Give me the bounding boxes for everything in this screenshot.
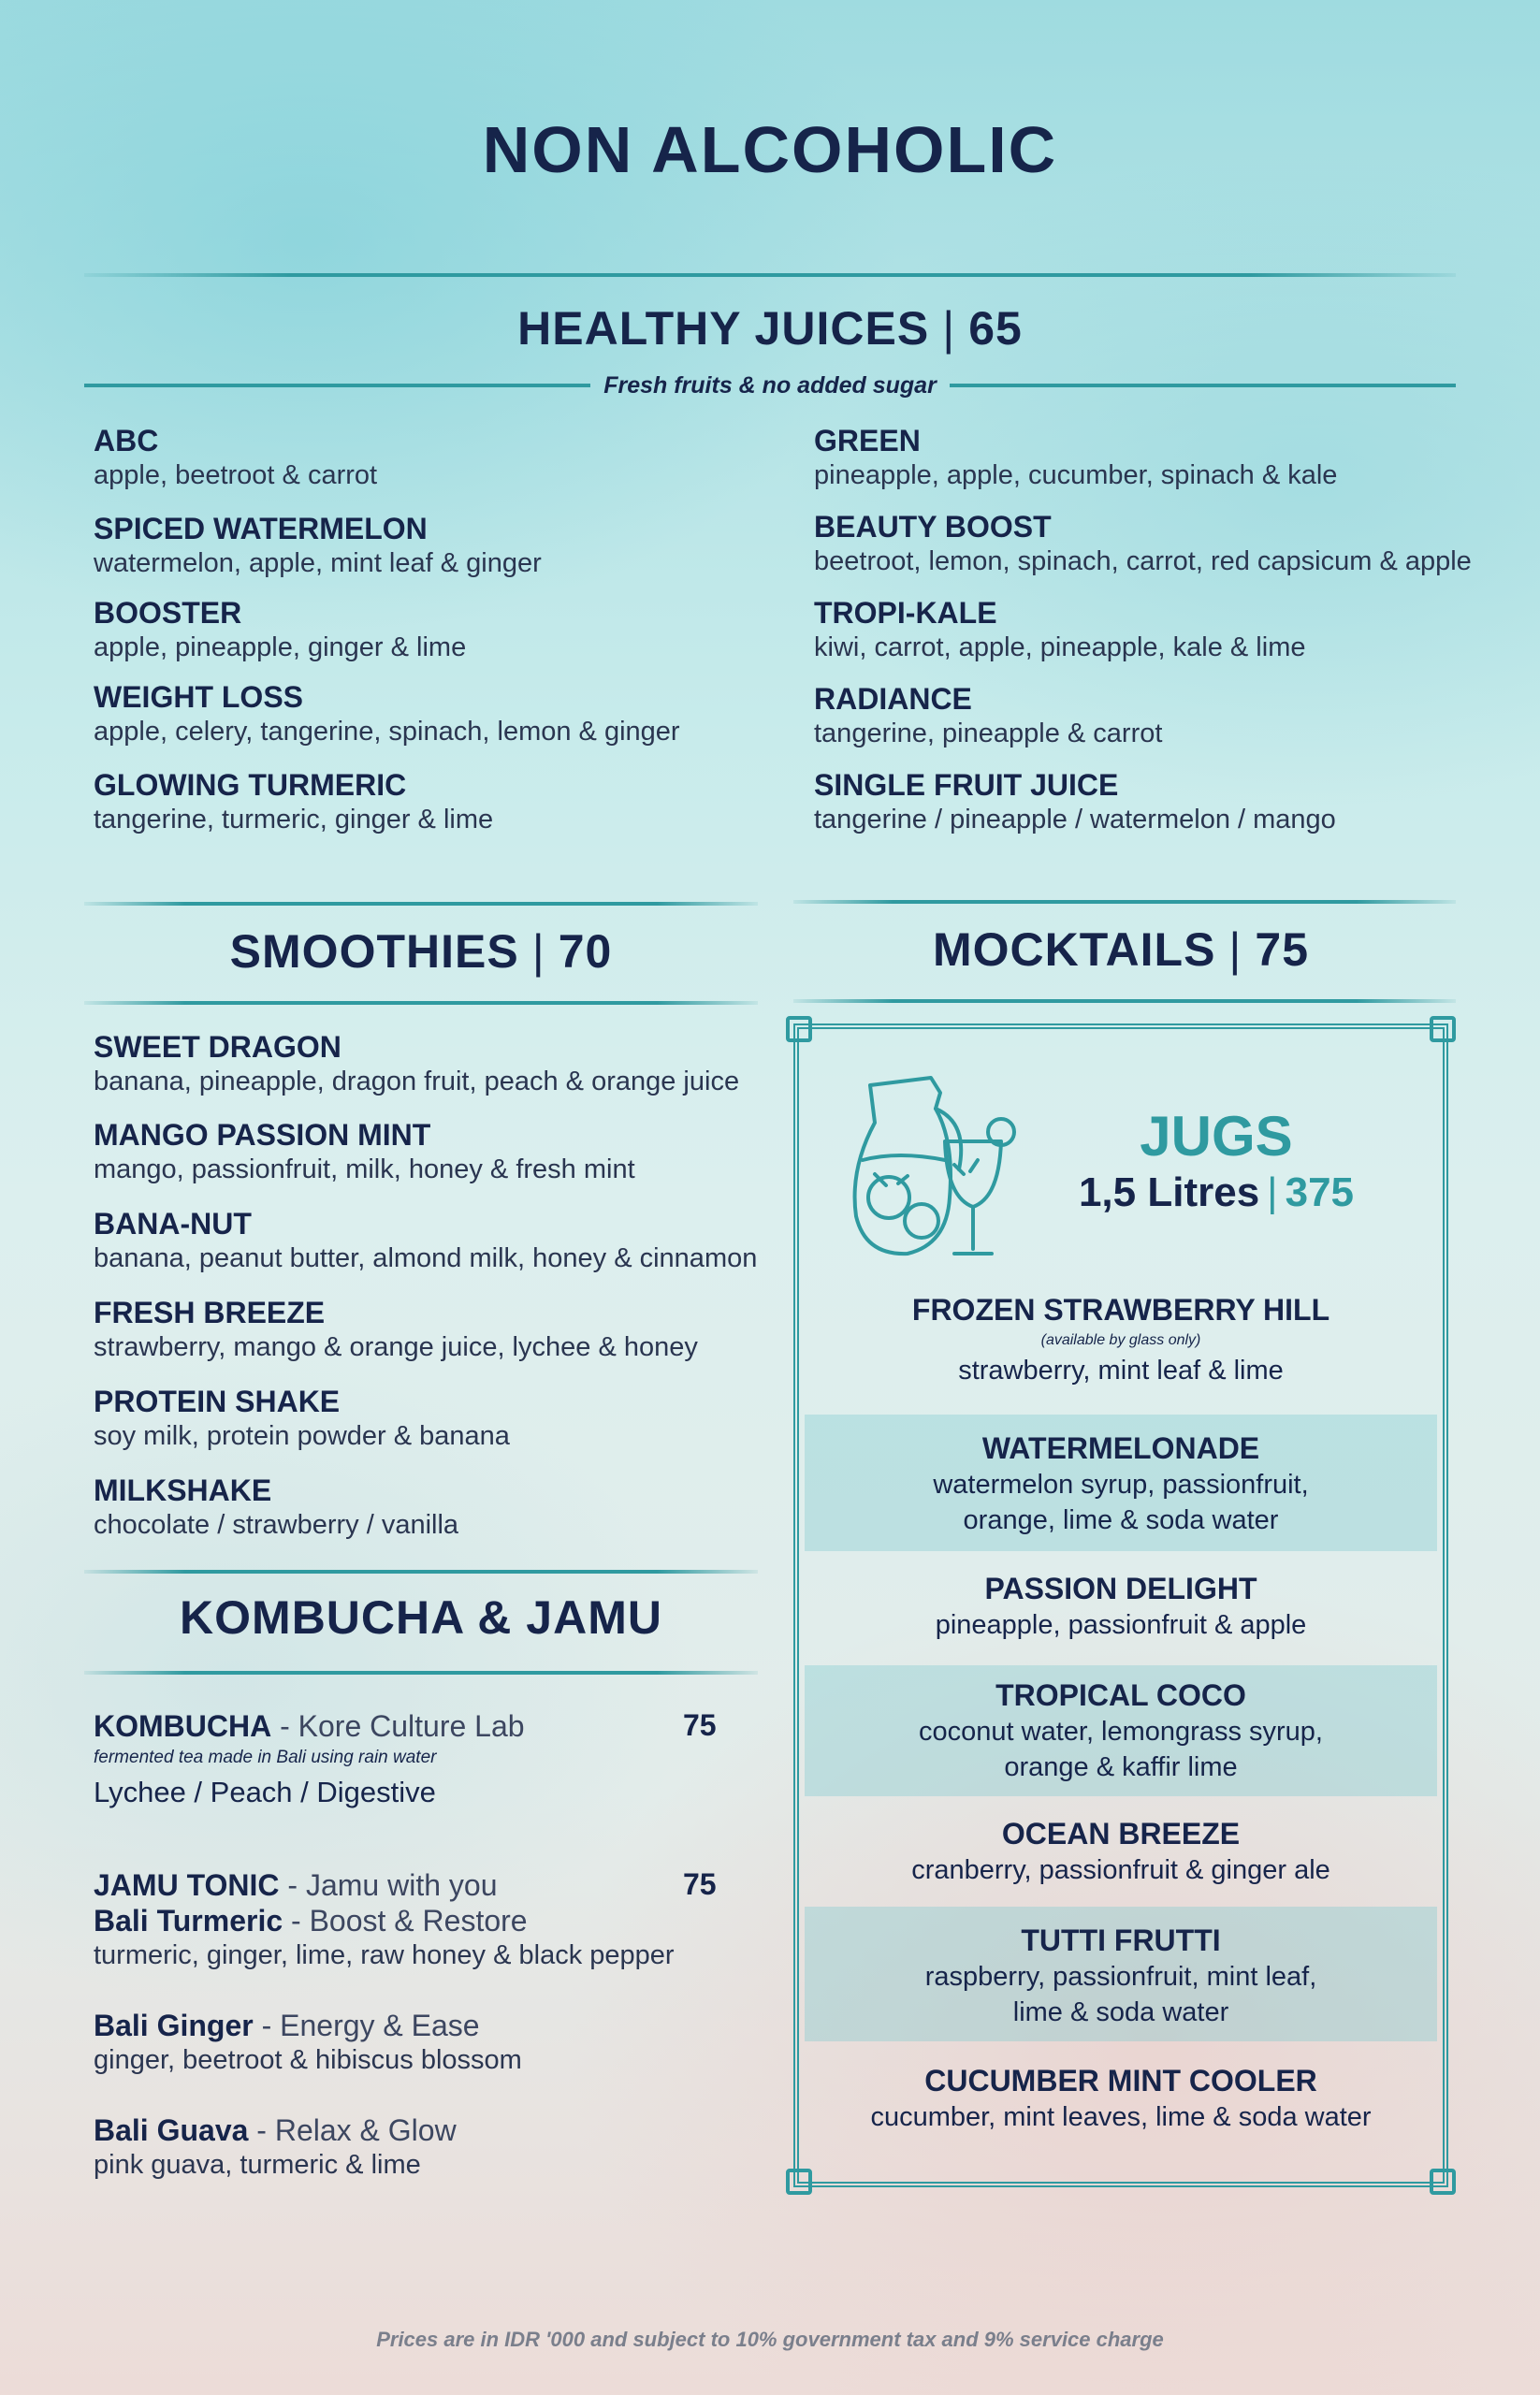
item-tag: - Boost & Restore	[283, 1904, 528, 1938]
item-name: OCEAN BREEZE	[1001, 1817, 1241, 1851]
menu-item	[814, 681, 1162, 750]
item-name: GLOWING TURMERIC	[94, 768, 407, 802]
item-desc: turmeric, ginger, lime, raw honey & black pepper	[94, 1940, 675, 1970]
item-name: RADIANCE	[814, 682, 972, 716]
item-desc: kiwi, carrot, apple, pineapple, kale & lime	[814, 632, 1306, 662]
item-name: PASSION DELIGHT	[984, 1572, 1257, 1605]
item-name: MANGO PASSION MINT	[94, 1118, 431, 1152]
menu-item	[94, 1117, 635, 1186]
mocktail-item	[805, 1291, 1437, 1388]
item-desc: apple, pineapple, ginger & lime	[94, 632, 467, 662]
item-price: 75	[683, 1708, 717, 1742]
jamu-variant	[94, 2112, 457, 2182]
item-tag: - Relax & Glow	[248, 2113, 457, 2147]
footer-note: Prices are in IDR '000 and subject to 10% government tax and 9% service charge	[376, 2328, 1164, 2351]
item-desc: apple, beetroot & carrot	[94, 460, 378, 490]
item-name: GREEN	[814, 424, 921, 457]
item-name-row	[94, 1708, 525, 1744]
item-name-row	[94, 2008, 522, 2043]
frame-corner	[1430, 1016, 1456, 1042]
item-desc: chocolate / strawberry / vanilla	[94, 1510, 459, 1540]
frame-corner	[1430, 2169, 1456, 2195]
kombucha-title: KOMBUCHA & JAMU	[180, 1591, 662, 1644]
juices-tagline-row	[84, 369, 1456, 402]
separator: |	[531, 925, 545, 978]
mocktails-price: 75	[1255, 923, 1310, 976]
menu-item	[94, 1295, 698, 1364]
item-name: PROTEIN SHAKE	[94, 1385, 341, 1418]
menu-item	[814, 595, 1305, 664]
divider	[950, 384, 1456, 387]
divider	[84, 273, 1456, 277]
item-desc: tangerine, turmeric, ginger & lime	[94, 805, 494, 835]
mocktail-item	[805, 2062, 1437, 2135]
menu-item	[814, 423, 1337, 492]
item-desc: coconut water, lemongrass syrup,	[919, 1717, 1323, 1747]
smoothies-heading	[84, 924, 758, 979]
item-desc: strawberry, mint leaf & lime	[958, 1356, 1284, 1386]
menu-item	[814, 767, 1336, 836]
item-name: CUCUMBER MINT COOLER	[924, 2064, 1317, 2097]
item-note: (available by glass only)	[1040, 1332, 1201, 1348]
item-name: KOMBUCHA	[94, 1709, 272, 1743]
item-name: FROZEN STRAWBERRY HILL	[911, 1293, 1330, 1327]
item-brand: - Jamu with you	[279, 1868, 498, 1902]
item-name: Bali Ginger	[94, 2009, 254, 2042]
item-name: ABC	[94, 424, 159, 457]
item-desc: tangerine / pineapple / watermelon / mango	[814, 805, 1336, 835]
juices-heading	[0, 301, 1540, 356]
divider	[793, 900, 1456, 904]
item-note: fermented tea made in Bali using rain water	[94, 1748, 437, 1767]
item-desc: banana, pineapple, dragon fruit, peach & orange juice	[94, 1067, 740, 1096]
item-name: SPICED WATERMELON	[94, 512, 428, 545]
mocktail-item	[805, 1676, 1437, 1785]
item-desc: apple, celery, tangerine, spinach, lemon & ginger	[94, 717, 680, 747]
menu-item	[94, 595, 466, 664]
item-name: JAMU TONIC	[94, 1868, 280, 1902]
divider	[84, 1001, 758, 1005]
item-desc: banana, peanut butter, almond milk, honey & cinnamon	[94, 1243, 758, 1273]
item-desc-2: lime & soda water	[1012, 1997, 1229, 2027]
item-name: TROPICAL COCO	[995, 1678, 1246, 1712]
item-desc: watermelon, apple, mint leaf & ginger	[94, 548, 542, 578]
jugs-size: 1,5 Litres	[1078, 1169, 1260, 1215]
jug-illustration-icon	[842, 1057, 1020, 1272]
item-desc: pineapple, passionfruit & apple	[935, 1610, 1307, 1640]
frame-corner	[786, 2169, 812, 2195]
menu-item	[94, 1473, 458, 1542]
item-name: FRESH BREEZE	[94, 1296, 326, 1329]
jugs-size-row	[1029, 1169, 1403, 1216]
item-name: Bali Turmeric	[94, 1904, 283, 1938]
item-name: Bali Guava	[94, 2113, 249, 2147]
mocktails-heading	[793, 922, 1448, 977]
item-name: TROPI-KALE	[814, 596, 997, 630]
page-title: NON ALCOHOLIC	[482, 113, 1058, 186]
menu-item	[94, 1206, 757, 1275]
item-desc: pink guava, turmeric & lime	[94, 2150, 421, 2180]
item-name: TUTTI FRUTTI	[1021, 1923, 1221, 1957]
item-name-row	[94, 1903, 675, 1938]
item-desc: strawberry, mango & orange juice, lychee & honey	[94, 1332, 698, 1362]
item-price: 75	[683, 1867, 717, 1901]
menu-item	[94, 1029, 739, 1098]
item-name: WEIGHT LOSS	[94, 680, 303, 714]
mocktail-item	[805, 1570, 1437, 1643]
item-desc: tangerine, pineapple & carrot	[814, 718, 1163, 748]
item-desc: mango, passionfruit, milk, honey & fresh mint	[94, 1154, 635, 1184]
menu-item	[94, 1384, 510, 1453]
jamu-variant	[94, 1903, 675, 1972]
menu-item	[94, 767, 493, 836]
item-desc: soy milk, protein powder & banana	[94, 1421, 510, 1451]
mocktail-item	[805, 1815, 1437, 1888]
item-tag: - Energy & Ease	[253, 2009, 480, 2042]
divider	[793, 999, 1456, 1003]
item-desc-2: orange & kaffir lime	[1004, 1752, 1238, 1782]
item-name-row	[94, 2112, 457, 2148]
item-name: SWEET DRAGON	[94, 1030, 341, 1064]
separator: |	[1228, 923, 1242, 976]
item-flavors: Lychee / Peach / Digestive	[94, 1776, 436, 1808]
item-desc: watermelon syrup, passionfruit,	[933, 1470, 1309, 1500]
divider	[84, 1570, 758, 1574]
jamu-variant	[94, 2008, 522, 2077]
smoothies-title: SMOOTHIES	[229, 925, 519, 978]
item-name: BEAUTY BOOST	[814, 510, 1052, 544]
item-name-row	[94, 1867, 498, 1903]
juices-title: HEALTHY JUICES	[517, 302, 930, 355]
separator: |	[1267, 1169, 1278, 1215]
jamu-item	[94, 1867, 498, 1903]
separator: |	[942, 302, 956, 355]
item-name: BANA-NUT	[94, 1207, 252, 1241]
mocktail-item	[805, 1430, 1437, 1538]
kombucha-item	[94, 1708, 525, 1813]
menu-item	[94, 511, 542, 580]
item-name: BOOSTER	[94, 596, 242, 630]
menu-item	[94, 423, 377, 492]
item-desc: beetroot, lemon, spinach, carrot, red capsicum & apple	[814, 546, 1472, 576]
item-desc: cranberry, passionfruit & ginger ale	[911, 1855, 1330, 1885]
divider	[84, 902, 758, 906]
item-name: MILKSHAKE	[94, 1473, 272, 1507]
juices-tagline: Fresh fruits & no added sugar	[603, 371, 937, 399]
mocktail-item	[805, 1922, 1437, 2030]
item-desc: cucumber, mint leaves, lime & soda water	[870, 2102, 1372, 2132]
menu-item	[814, 509, 1472, 578]
divider	[84, 384, 590, 387]
smoothies-price: 70	[558, 925, 613, 978]
frame-corner	[786, 1016, 812, 1042]
item-desc: pineapple, apple, cucumber, spinach & kale	[814, 460, 1338, 490]
mocktails-title: MOCKTAILS	[932, 923, 1216, 976]
item-desc: raspberry, passionfruit, mint leaf,	[924, 1962, 1317, 1992]
item-desc-2: orange, lime & soda water	[963, 1505, 1279, 1535]
item-brand: - Kore Culture Lab	[271, 1709, 525, 1743]
jugs-title: JUGS	[1140, 1105, 1293, 1168]
divider	[84, 1671, 758, 1675]
item-name: SINGLE FRUIT JUICE	[814, 768, 1119, 802]
item-name: WATERMELONADE	[981, 1431, 1260, 1465]
juices-price: 65	[968, 302, 1023, 355]
jugs-price: 375	[1285, 1169, 1355, 1215]
item-desc: ginger, beetroot & hibiscus blossom	[94, 2045, 522, 2075]
menu-item	[94, 679, 680, 748]
